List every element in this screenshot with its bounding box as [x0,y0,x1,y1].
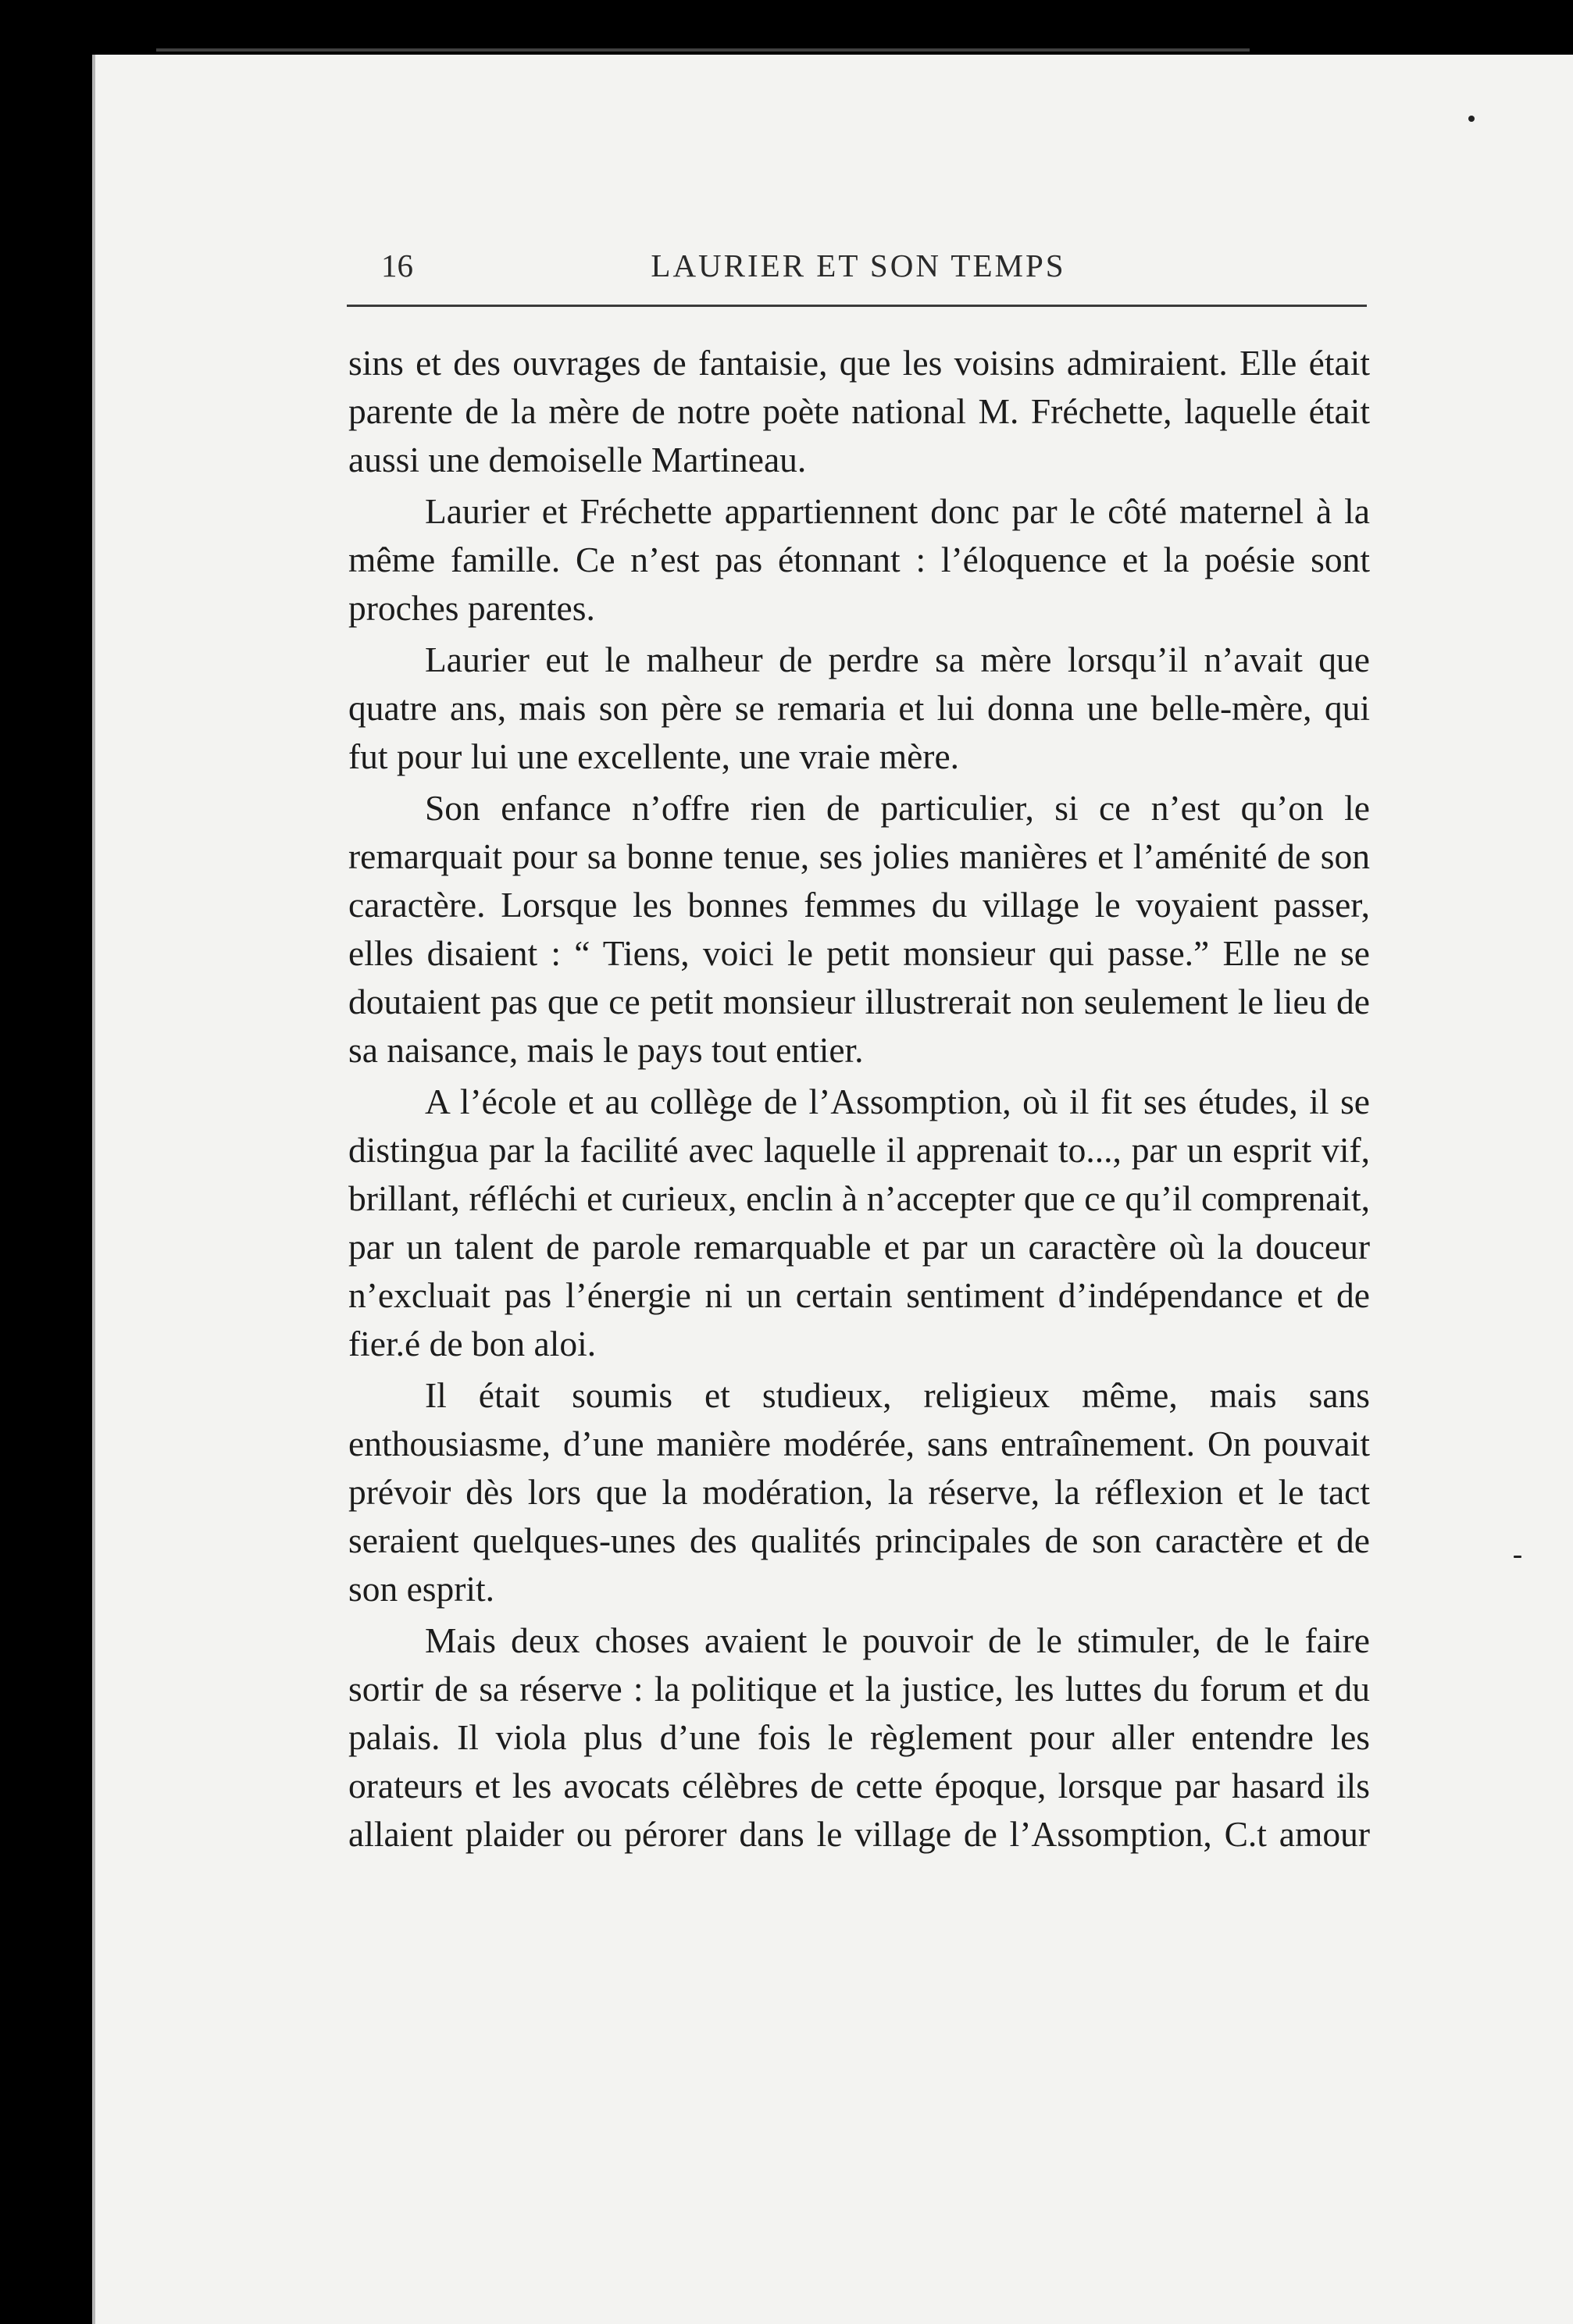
running-head [347,247,1370,289]
scan-speck [1514,1556,1521,1558]
paragraph: Laurier et Fréchette appartiennent donc par le côté maternel à la même famille. Ce n’est pas étonnant : l’éloquence et la poésie sont proches parentes. [348,491,1370,628]
page-top-edge [156,48,1250,52]
scan-speck [1468,116,1475,122]
paragraph: A l’école et au collège de l’Assomption, où il fit ses études, il se distingua par la facilité avec laquelle il apprenait to..., par un esprit vif, brillant, réfléchi et curieux, enclin à n’accepter que ce qu’il comprenait, par un talent de parole remarquable et par un caractère où la douceur n’excluait pas l’énergie ni un certain sentiment d’indépendance et de fier.é de bon aloi. [348,1082,1370,1363]
header-rule [347,305,1367,307]
body-text [348,339,1370,1862]
page-number: 16 [381,248,413,283]
paragraph: Il était soumis et studieux, religieux même, mais sans enthousiasme, d’une manière modérée, sans entraînement. On pouvait prévoir dès lors que la modération, la réserve, la réflexion et le tact seraient quelques-unes des qualités principales de son caractère et de son esprit. [348,1375,1370,1609]
running-title: LAURIER ET SON TEMPS [651,248,1066,283]
page-left-edge [92,55,95,2324]
paragraph: Son enfance n’offre rien de particulier, si ce n’est qu’on le remarquait pour sa bonne tenue, ses jolies manières et l’aménité de son caractère. Lorsque les bonnes femmes du village le voyaient passer, elles disaient : “ Tiens, voici le petit monsieur qui passe.” Elle ne se doutaient pas que ce petit monsieur illustrerait non seulement le lieu de sa naisance, mais le pays tout entier. [348,788,1370,1070]
paragraph: Mais deux choses avaient le pouvoir de le stimuler, de le faire sortir de sa réserve : la politique et la justice, les luttes du forum et du palais. Il viola plus d’une fois le règlement pour aller entendre les orateurs et les avocats célèbres de cette époque, lorsque par hasard ils allaient plaider ou pérorer dans le village de l’Assomption, C.t amour [348,1620,1370,1854]
paragraph: sins et des ouvrages de fantaisie, que les voisins admiraient. Elle était parente de la mère de notre poète national M. Fréchette, laquelle était aussi une demoiselle Martineau. [348,343,1370,479]
paragraph: Laurier eut le malheur de perdre sa mère lorsqu’il n’avait que quatre ans, mais son père se remaria et lui donna une belle-mère, qui fut pour lui une excellente, une vraie mère. [348,640,1370,776]
